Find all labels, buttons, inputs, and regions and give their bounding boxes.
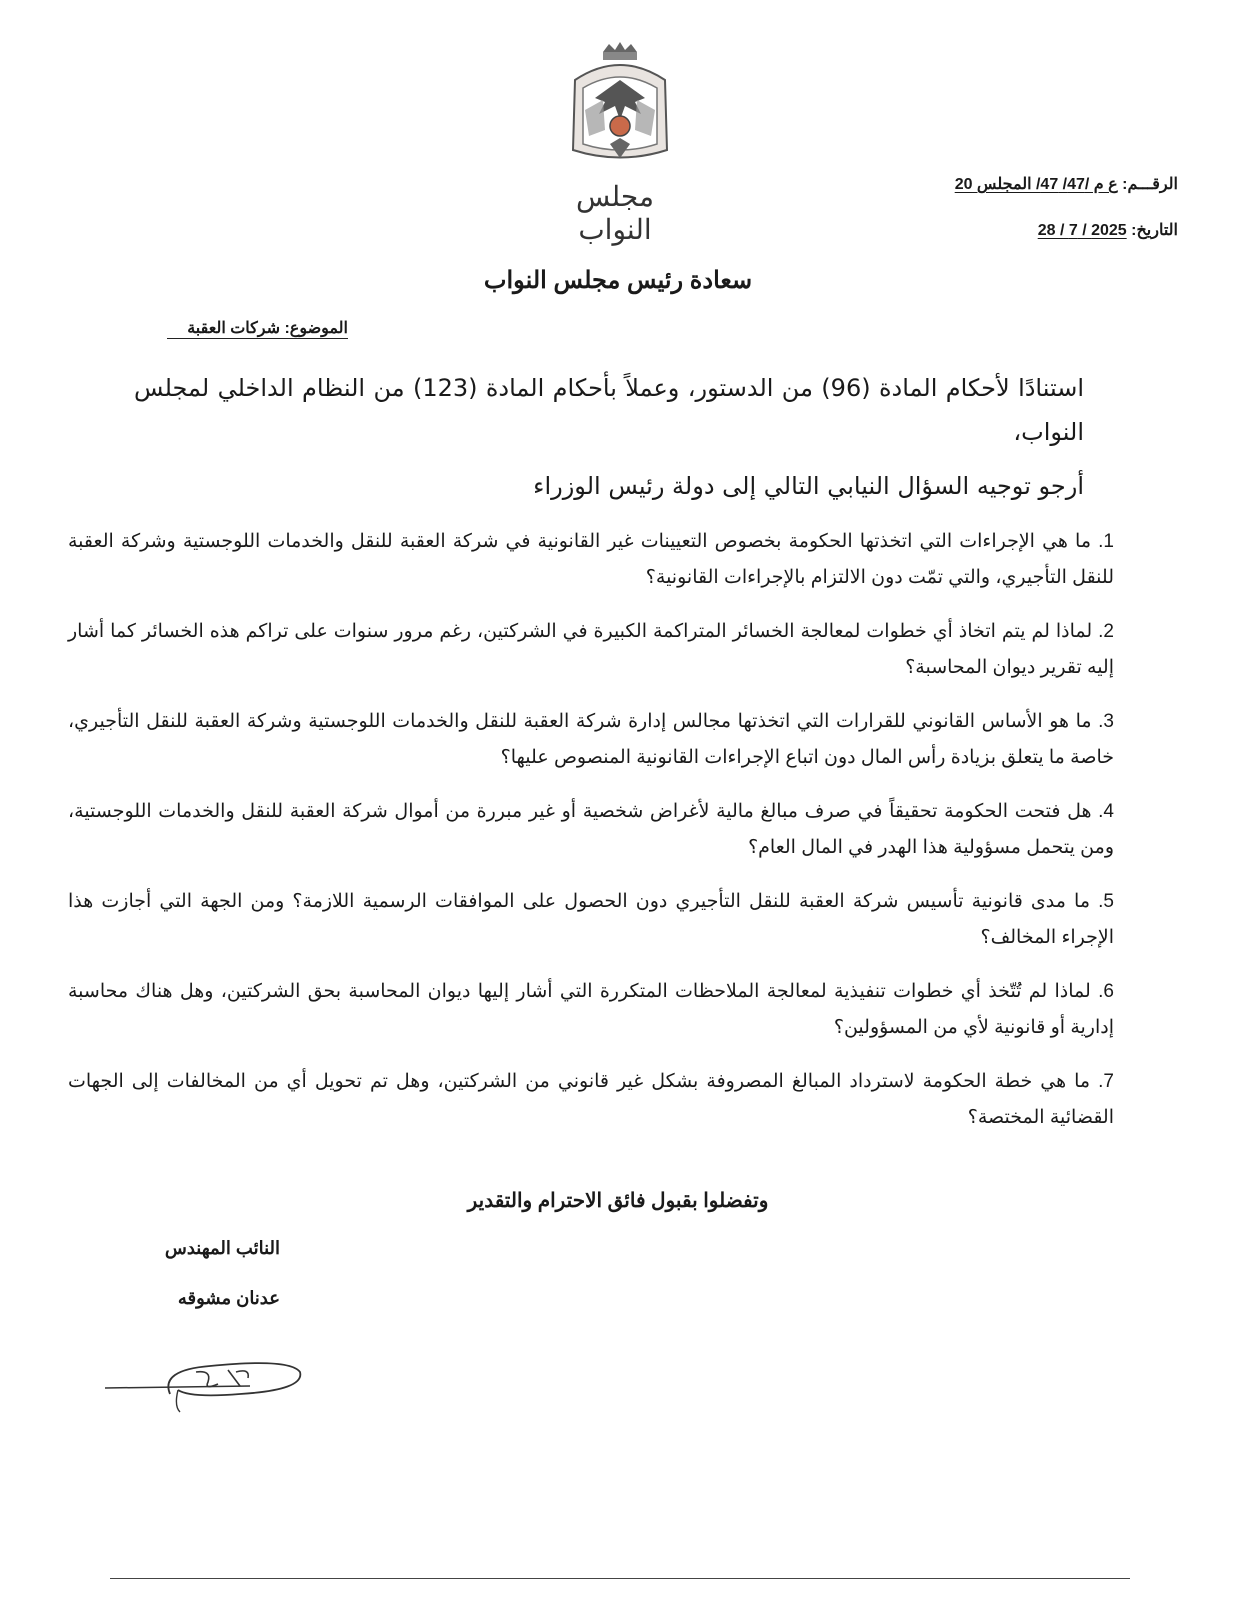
reference-value: ع م /47/ 47/ المجلس 20 — [954, 176, 1118, 193]
footer-divider — [110, 1578, 1130, 1579]
questions-list — [68, 524, 1114, 1154]
question-item: 1. ما هي الإجراءات التي اتخذتها الحكومة بخصوص التعيينات غير القانونية في شركة العقبة للنقل والخدمات اللوجستية وشركة العقبة للنقل التأجيري، والتي تمّت دون الالتزام بالإجراءات القانونية؟ — [68, 531, 1114, 588]
letter-date — [1038, 220, 1178, 240]
reference-label: الرقـــم: — [1122, 176, 1178, 193]
closing-line: وتفضلوا بقبول فائق الاحترام والتقدير — [467, 1190, 769, 1212]
intro-paragraph: استنادًا لأحكام المادة (96) من الدستور، وعملاً بأحكام المادة (123) من النظام الداخلي لمجلس النواب، — [134, 374, 1085, 446]
question-item: 3. ما هو الأساس القانوني للقرارات التي اتخذتها مجالس إدارة شركة العقبة للنقل والخدمات اللوجستية وشركة العقبة للنقل التأجيري، خاصة ما يتعلق بزيادة رأس المال دون اتباع الإجراءات القانونية المنصوص عليها؟ — [68, 711, 1114, 768]
request-paragraph: أرجو توجيه السؤال النيابي التالي إلى دولة رئيس الوزراء — [533, 472, 1084, 500]
date-value: 2025 / 7 / 28 — [1037, 222, 1127, 239]
reference-number — [955, 174, 1178, 194]
question-item: 6. لماذا لم تُتّخذ أي خطوات تنفيذية لمعالجة الملاحظات المتكررة التي أشار إليها ديوان المحاسبة بحق الشركتين، وهل هناك محاسبة إدارية أو قانونية لأي من المسؤولين؟ — [68, 981, 1114, 1038]
question-item: 2. لماذا لم يتم اتخاذ أي خطوات لمعالجة الخسائر المتراكمة الكبيرة في الشركتين، رغم مرور سنوات على تراكم هذه الخسائر كما أشار إليه تقرير ديوان المحاسبة؟ — [68, 621, 1114, 678]
subject-line: الموضوع: شركات العقبة — [167, 318, 348, 339]
question-item: 4. هل فتحت الحكومة تحقيقاً في صرف مبالغ مالية لأغراض شخصية أو غير مبررة من أموال شركة العقبة للنقل والخدمات اللوجستية، ومن يتحمل مسؤولية هذا الهدر في المال العام؟ — [68, 801, 1114, 858]
signatory-title: النائب المهندس — [164, 1238, 280, 1258]
question-item: 5. ما مدى قانونية تأسيس شركة العقبة للنقل التأجيري دون الحصول على الموافقات الرسمية اللازمة؟ ومن الجهة التي أجازت هذا الإجراء المخالف؟ — [68, 891, 1114, 948]
question-item: 7. ما هي خطة الحكومة لاسترداد المبالغ المصروفة بشكل غير قانوني من الشركتين، وهل تم تحويل أي من المخالفات إلى الجهات القضائية المختصة؟ — [68, 1071, 1114, 1128]
date-label: التاريخ: — [1131, 222, 1178, 239]
council-logo: مجلس النواب — [575, 180, 655, 246]
signatory-name: عدنان مشوقه — [177, 1288, 280, 1308]
jordan-coat-of-arms-icon — [555, 40, 685, 170]
addressee: سعادة رئيس مجلس النواب — [483, 267, 753, 294]
handwritten-signature — [100, 1350, 310, 1430]
